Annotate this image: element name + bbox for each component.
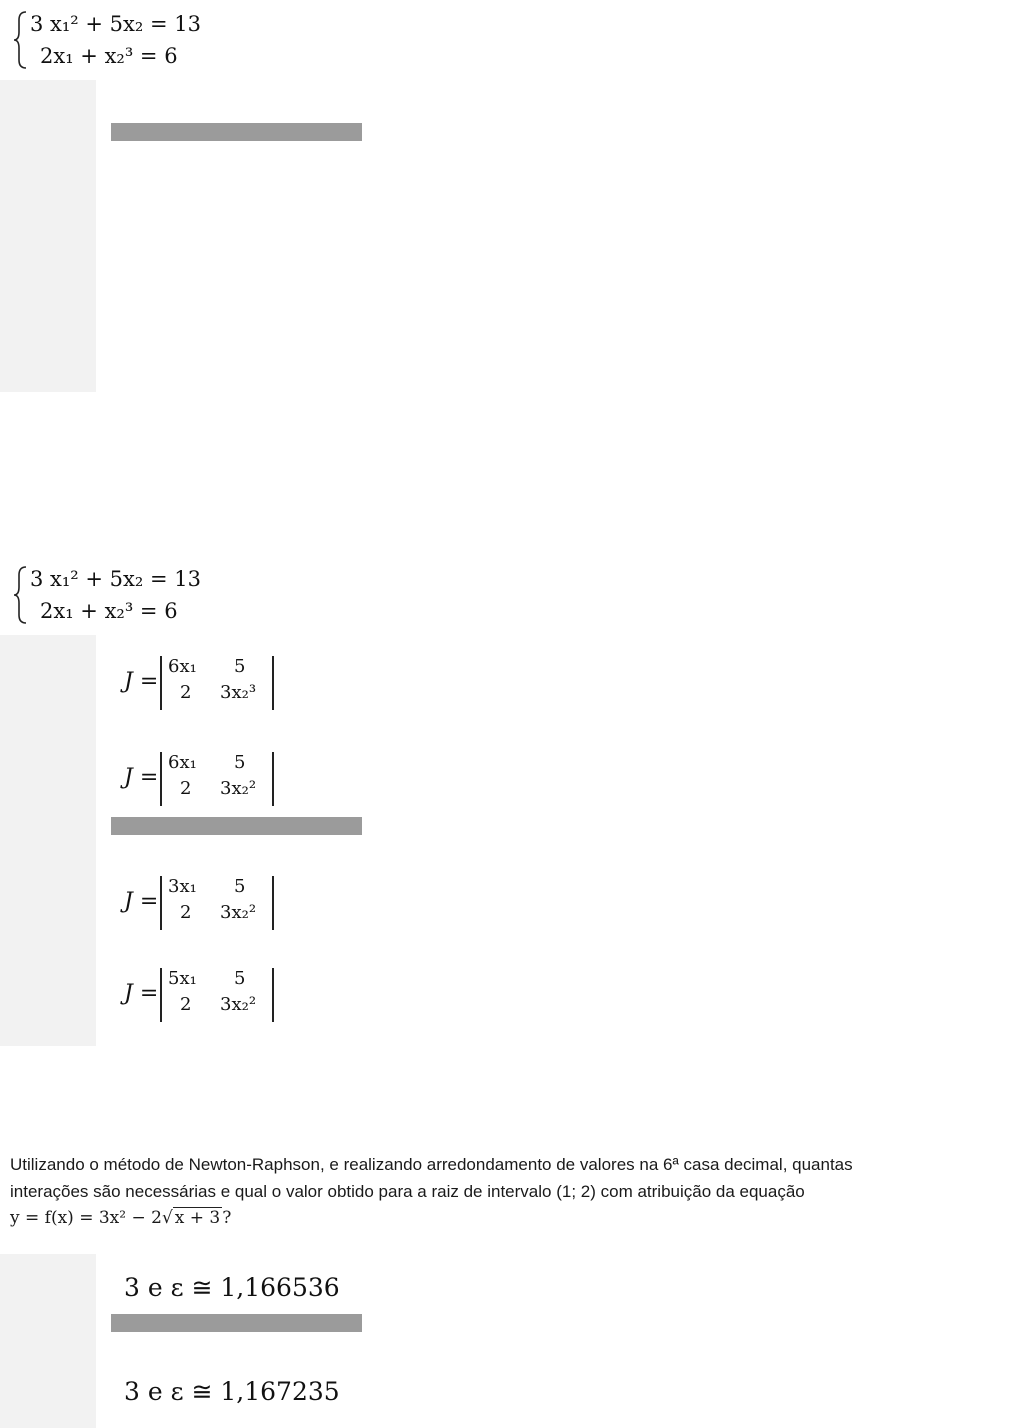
left-brace-icon (12, 10, 30, 70)
matrix-cell: 5 (234, 968, 246, 989)
matrix-cell: 3x₁ (168, 876, 197, 897)
jacobian-label: J = (124, 765, 159, 790)
question-text (10, 1151, 1015, 1232)
matrix-cell: 5 (234, 656, 246, 677)
left-brace-icon (12, 565, 30, 625)
equation-system-middle (12, 565, 212, 623)
system-equation-2: 2x₁ + x₂³ = 6 (40, 44, 178, 68)
matrix-cell: 2 (180, 682, 192, 703)
matrix-cell: 5 (234, 752, 246, 773)
matrix-cell: 3x₂² (220, 778, 257, 799)
system-equation-1: 3 x₁² + 5x₂ = 13 (30, 567, 201, 591)
jacobian-label: J = (124, 669, 159, 694)
jacobian-matrix (160, 876, 274, 930)
matrix-cell: 6x₁ (168, 752, 197, 773)
redacted-bar (111, 123, 362, 141)
question-line-2: interações são necessárias e qual o valor obtido para a raiz de intervalo (1; 2) com atribuição da equação (10, 1182, 805, 1201)
matrix-cell: 2 (180, 902, 192, 923)
answer-panel-2 (0, 635, 96, 1046)
jacobian-option-4[interactable] (118, 966, 378, 1026)
system-equation-2: 2x₁ + x₂³ = 6 (40, 599, 178, 623)
equation-prefix: y = f(x) = 3x² − 2 (10, 1208, 162, 1228)
equation-radicand: x + 3 (174, 1208, 221, 1228)
redacted-bar (111, 817, 362, 835)
system-equation-1: 3 x₁² + 5x₂ = 13 (30, 12, 201, 36)
matrix-cell: 2 (180, 994, 192, 1015)
question-line-1: Utilizando o método de Newton-Raphson, e realizando arredondamento de valores na 6ª casa decimal, quantas (10, 1155, 853, 1174)
answer-option-2[interactable]: 3 e ε ≅ 1,167235 (124, 1377, 340, 1406)
jacobian-matrix (160, 752, 274, 806)
answer-option-1[interactable]: 3 e ε ≅ 1,166536 (124, 1273, 340, 1302)
jacobian-matrix (160, 968, 274, 1022)
jacobian-option-1[interactable] (118, 654, 378, 714)
redacted-bar (111, 1314, 362, 1332)
jacobian-option-2[interactable] (118, 750, 378, 810)
matrix-cell: 5 (234, 876, 246, 897)
matrix-cell: 3x₂³ (220, 682, 257, 703)
equation-suffix: ? (222, 1208, 232, 1228)
matrix-cell: 5x₁ (168, 968, 197, 989)
jacobian-matrix (160, 656, 274, 710)
equation-system-top (12, 10, 212, 68)
sqrt-icon: √ (161, 1208, 173, 1228)
matrix-cell: 3x₂² (220, 902, 257, 923)
question-equation (10, 1205, 1015, 1232)
matrix-cell: 3x₂² (220, 994, 257, 1015)
matrix-cell: 6x₁ (168, 656, 197, 677)
jacobian-option-3[interactable] (118, 874, 378, 934)
answer-panel-3 (0, 1254, 96, 1428)
matrix-cell: 2 (180, 778, 192, 799)
jacobian-label: J = (124, 889, 159, 914)
answer-panel-1 (0, 80, 96, 392)
jacobian-label: J = (124, 981, 159, 1006)
